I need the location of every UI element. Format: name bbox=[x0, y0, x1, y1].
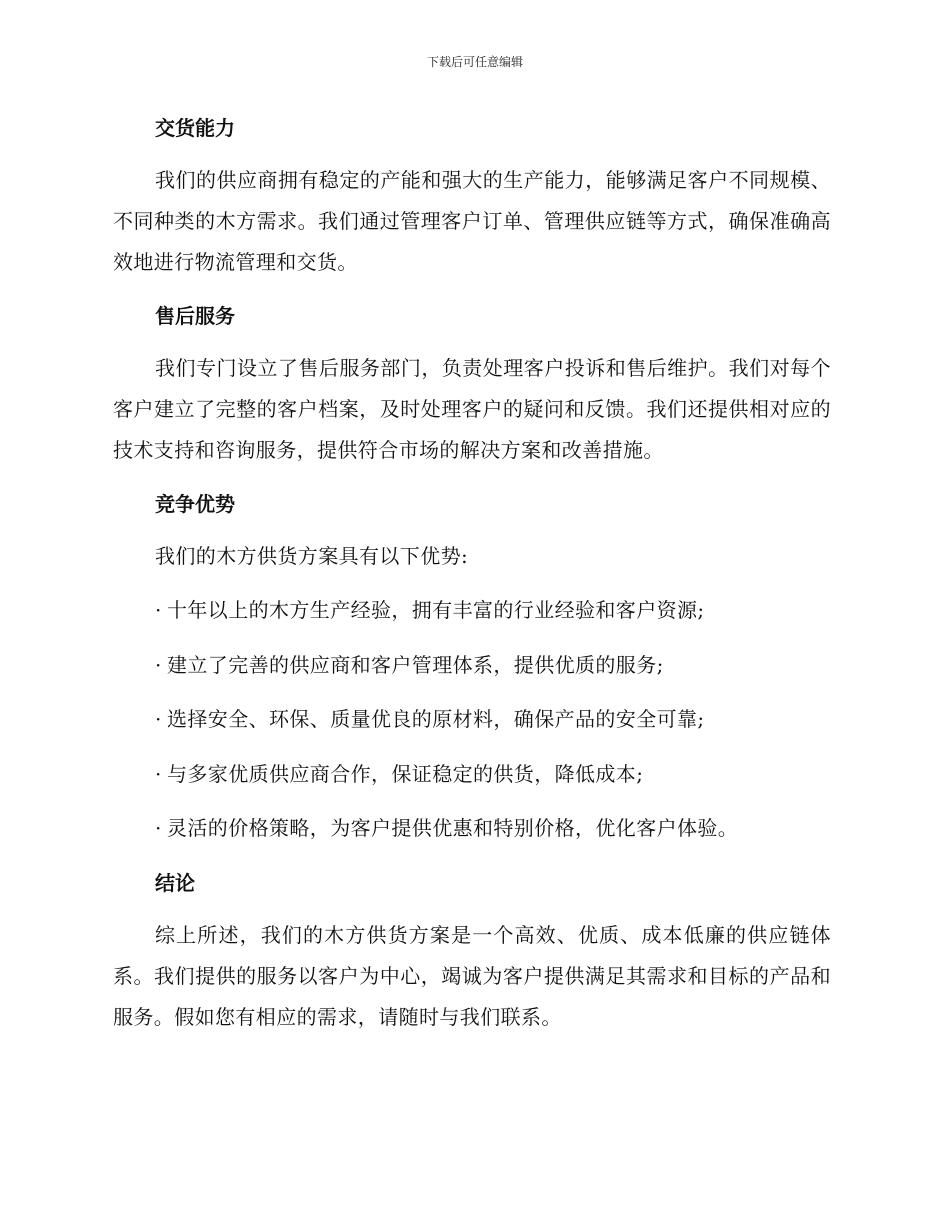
bullet-dot-icon: · bbox=[155, 598, 162, 622]
list-item bbox=[113, 808, 831, 849]
list-item bbox=[113, 590, 831, 631]
list-item-text: 建立了完善的供应商和客户管理体系，提供优质的服务; bbox=[167, 652, 664, 677]
section-paragraph: 我们专门设立了售后服务部门，负责处理客户投诉和售后维护。我们对每个客户建立了完整的客户档案，及时处理客户的疑问和反馈。我们还提供相对应的技术支持和咨询服务，提供符合市场的解决方案和改善措施。 bbox=[113, 356, 831, 462]
section-paragraph: 我们的木方供货方案具有以下优势: bbox=[155, 544, 469, 568]
section-after-sales bbox=[113, 296, 831, 471]
section-heading: 竞争优势 bbox=[155, 492, 235, 516]
section-heading: 售后服务 bbox=[155, 304, 235, 328]
list-item bbox=[113, 645, 831, 686]
bullet-dot-icon: · bbox=[155, 816, 162, 840]
section-delivery bbox=[113, 108, 831, 283]
section-heading: 交货能力 bbox=[155, 116, 235, 140]
bullet-dot-icon: · bbox=[155, 707, 162, 731]
bullet-dot-icon: · bbox=[155, 761, 162, 786]
list-item-text: 选择安全、环保、质量优良的原材料，确保产品的安全可靠; bbox=[167, 707, 705, 731]
document-body bbox=[113, 108, 831, 1051]
list-item-text: 与多家优质供应商合作，保证稳定的供货，降低成本; bbox=[167, 761, 644, 786]
section-conclusion bbox=[113, 863, 831, 1038]
list-item-text: 十年以上的木方生产经验，拥有丰富的行业经验和客户资源; bbox=[167, 598, 705, 622]
section-paragraph: 我们的供应商拥有稳定的产能和强大的生产能力，能够满足客户不同规模、不同种类的木方需求。我们通过管理客户订单、管理供应链等方式，确保准确高效地进行物流管理和交货。 bbox=[113, 168, 831, 274]
advantages-list bbox=[113, 590, 831, 849]
section-advantages bbox=[113, 484, 831, 849]
list-item-text: 灵活的价格策略，为客户提供优惠和特别价格，优化客户体验。 bbox=[167, 816, 739, 840]
list-item bbox=[113, 754, 831, 795]
section-paragraph: 综上所述，我们的木方供货方案是一个高效、优质、成本低廉的供应链体系。我们提供的服务以客户为中心，竭诚为客户提供满足其需求和目标的产品和服务。假如您有相应的需求，请随时与我们联系。 bbox=[113, 922, 831, 1029]
bullet-dot-icon: · bbox=[155, 652, 162, 677]
section-heading: 结论 bbox=[155, 870, 195, 895]
list-item bbox=[113, 699, 831, 740]
header-note: 下载后可任意编辑 bbox=[426, 55, 523, 69]
